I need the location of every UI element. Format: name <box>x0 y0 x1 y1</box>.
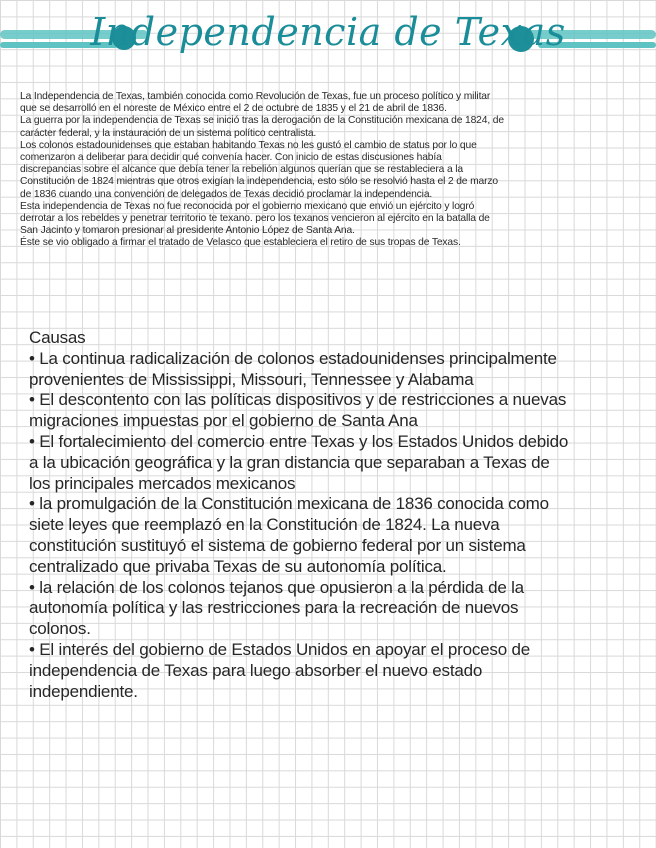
intro-line: San Jacinto y tomaron presionar al presidente Antonio López de Santa Ana. <box>20 225 355 237</box>
intro-line: Constitución de 1824 mientras que otros exigían la independencia, esto sólo se resolvió hasta el 2 de marzo <box>20 176 498 188</box>
intro-paragraph <box>20 91 610 250</box>
intro-line: Esta independencia de Texas no fue reconocida por el gobierno mexicano que envió un ejército y logró <box>20 200 475 212</box>
causes-line: • El descontento con las políticas dispositivos y de restricciones a nuevas <box>29 390 567 410</box>
causes-line: migraciones impuestas por el gobierno de Santa Ana <box>29 411 418 431</box>
intro-line: Éste se vio obligado a firmar el tratado de Velasco que estableciera el retiro de sus tropas de Texas. <box>20 237 461 249</box>
causes-line: colonos. <box>29 619 91 639</box>
causes-line: constitución sustituyó el sistema de gobierno federal por un sistema <box>29 535 526 555</box>
intro-line: que se desarrolló en el noreste de México entre el 2 de octubre de 1835 y el 21 de abril de 1836. <box>20 103 447 115</box>
causes-line: provenientes de Mississippi, Missouri, Tennessee y Alabama <box>29 369 474 389</box>
causes-line: • la promulgación de la Constitución mexicana de 1836 conocida como <box>29 494 549 514</box>
causes-line: • La continua radicalización de colonos estadounidenses principalmente <box>29 348 557 368</box>
causes-line: centralizado que privaba Texas de su autonomía política. <box>29 556 447 576</box>
causes-line: independiente. <box>29 681 138 701</box>
intro-line: comenzaron a deliberar para decidir qué convenía hacer. Con inicio de estas discusiones había <box>20 152 442 164</box>
title-banner <box>0 0 656 80</box>
causes-line: • El fortalecimiento del comercio entre Texas y los Estados Unidos debido <box>29 431 569 451</box>
causes-line: independencia de Texas para luego absorber el nuevo estado <box>29 660 483 680</box>
causes-line: • la relación de los colonos tejanos que opusieron a la pérdida de la <box>29 577 524 597</box>
intro-line: La Independencia de Texas, también conocida como Revolución de Texas, fue un proceso político y militar <box>20 91 491 102</box>
intro-line: carácter federal, y la instauración de un sistema político centralista. <box>20 127 317 139</box>
intro-line: derrotar a los rebeldes y penetrar territorio te texano. pero los texanos vencieron al ejército en la batalla de <box>20 213 490 225</box>
page-title: Independencia de Texas <box>90 10 566 54</box>
intro-line: La guerra por la independencia de Texas se inició tras la derogación de la Constitución mexicana de 1824, de <box>20 115 504 127</box>
causes-line: a la ubicación geográfica y la gran distancia que separaban a Texas de <box>29 452 550 472</box>
causes-line: siete leyes que reemplazó en la Constitución de 1824. La nueva <box>29 515 500 535</box>
causes-section <box>29 328 629 702</box>
causes-line: • El interés del gobierno de Estados Unidos en apoyar el proceso de <box>29 639 530 659</box>
causes-line: autonomía política y las restricciones para la recreación de nuevos <box>29 598 519 618</box>
intro-line: discrepancias sobre el alcance que debía tener la rebelión algunos querían que se restableciera a la <box>20 164 463 176</box>
intro-line: Los colonos estadounidenses que estaban habitando Texas no les gustó el cambio de status por lo que <box>20 139 477 151</box>
causes-heading: Causas <box>29 328 86 347</box>
causes-line: los principales mercados mexicanos <box>29 473 296 493</box>
intro-line: de 1836 cuando una convención de delegados de Texas decidió proclamar la independencia. <box>20 188 433 200</box>
